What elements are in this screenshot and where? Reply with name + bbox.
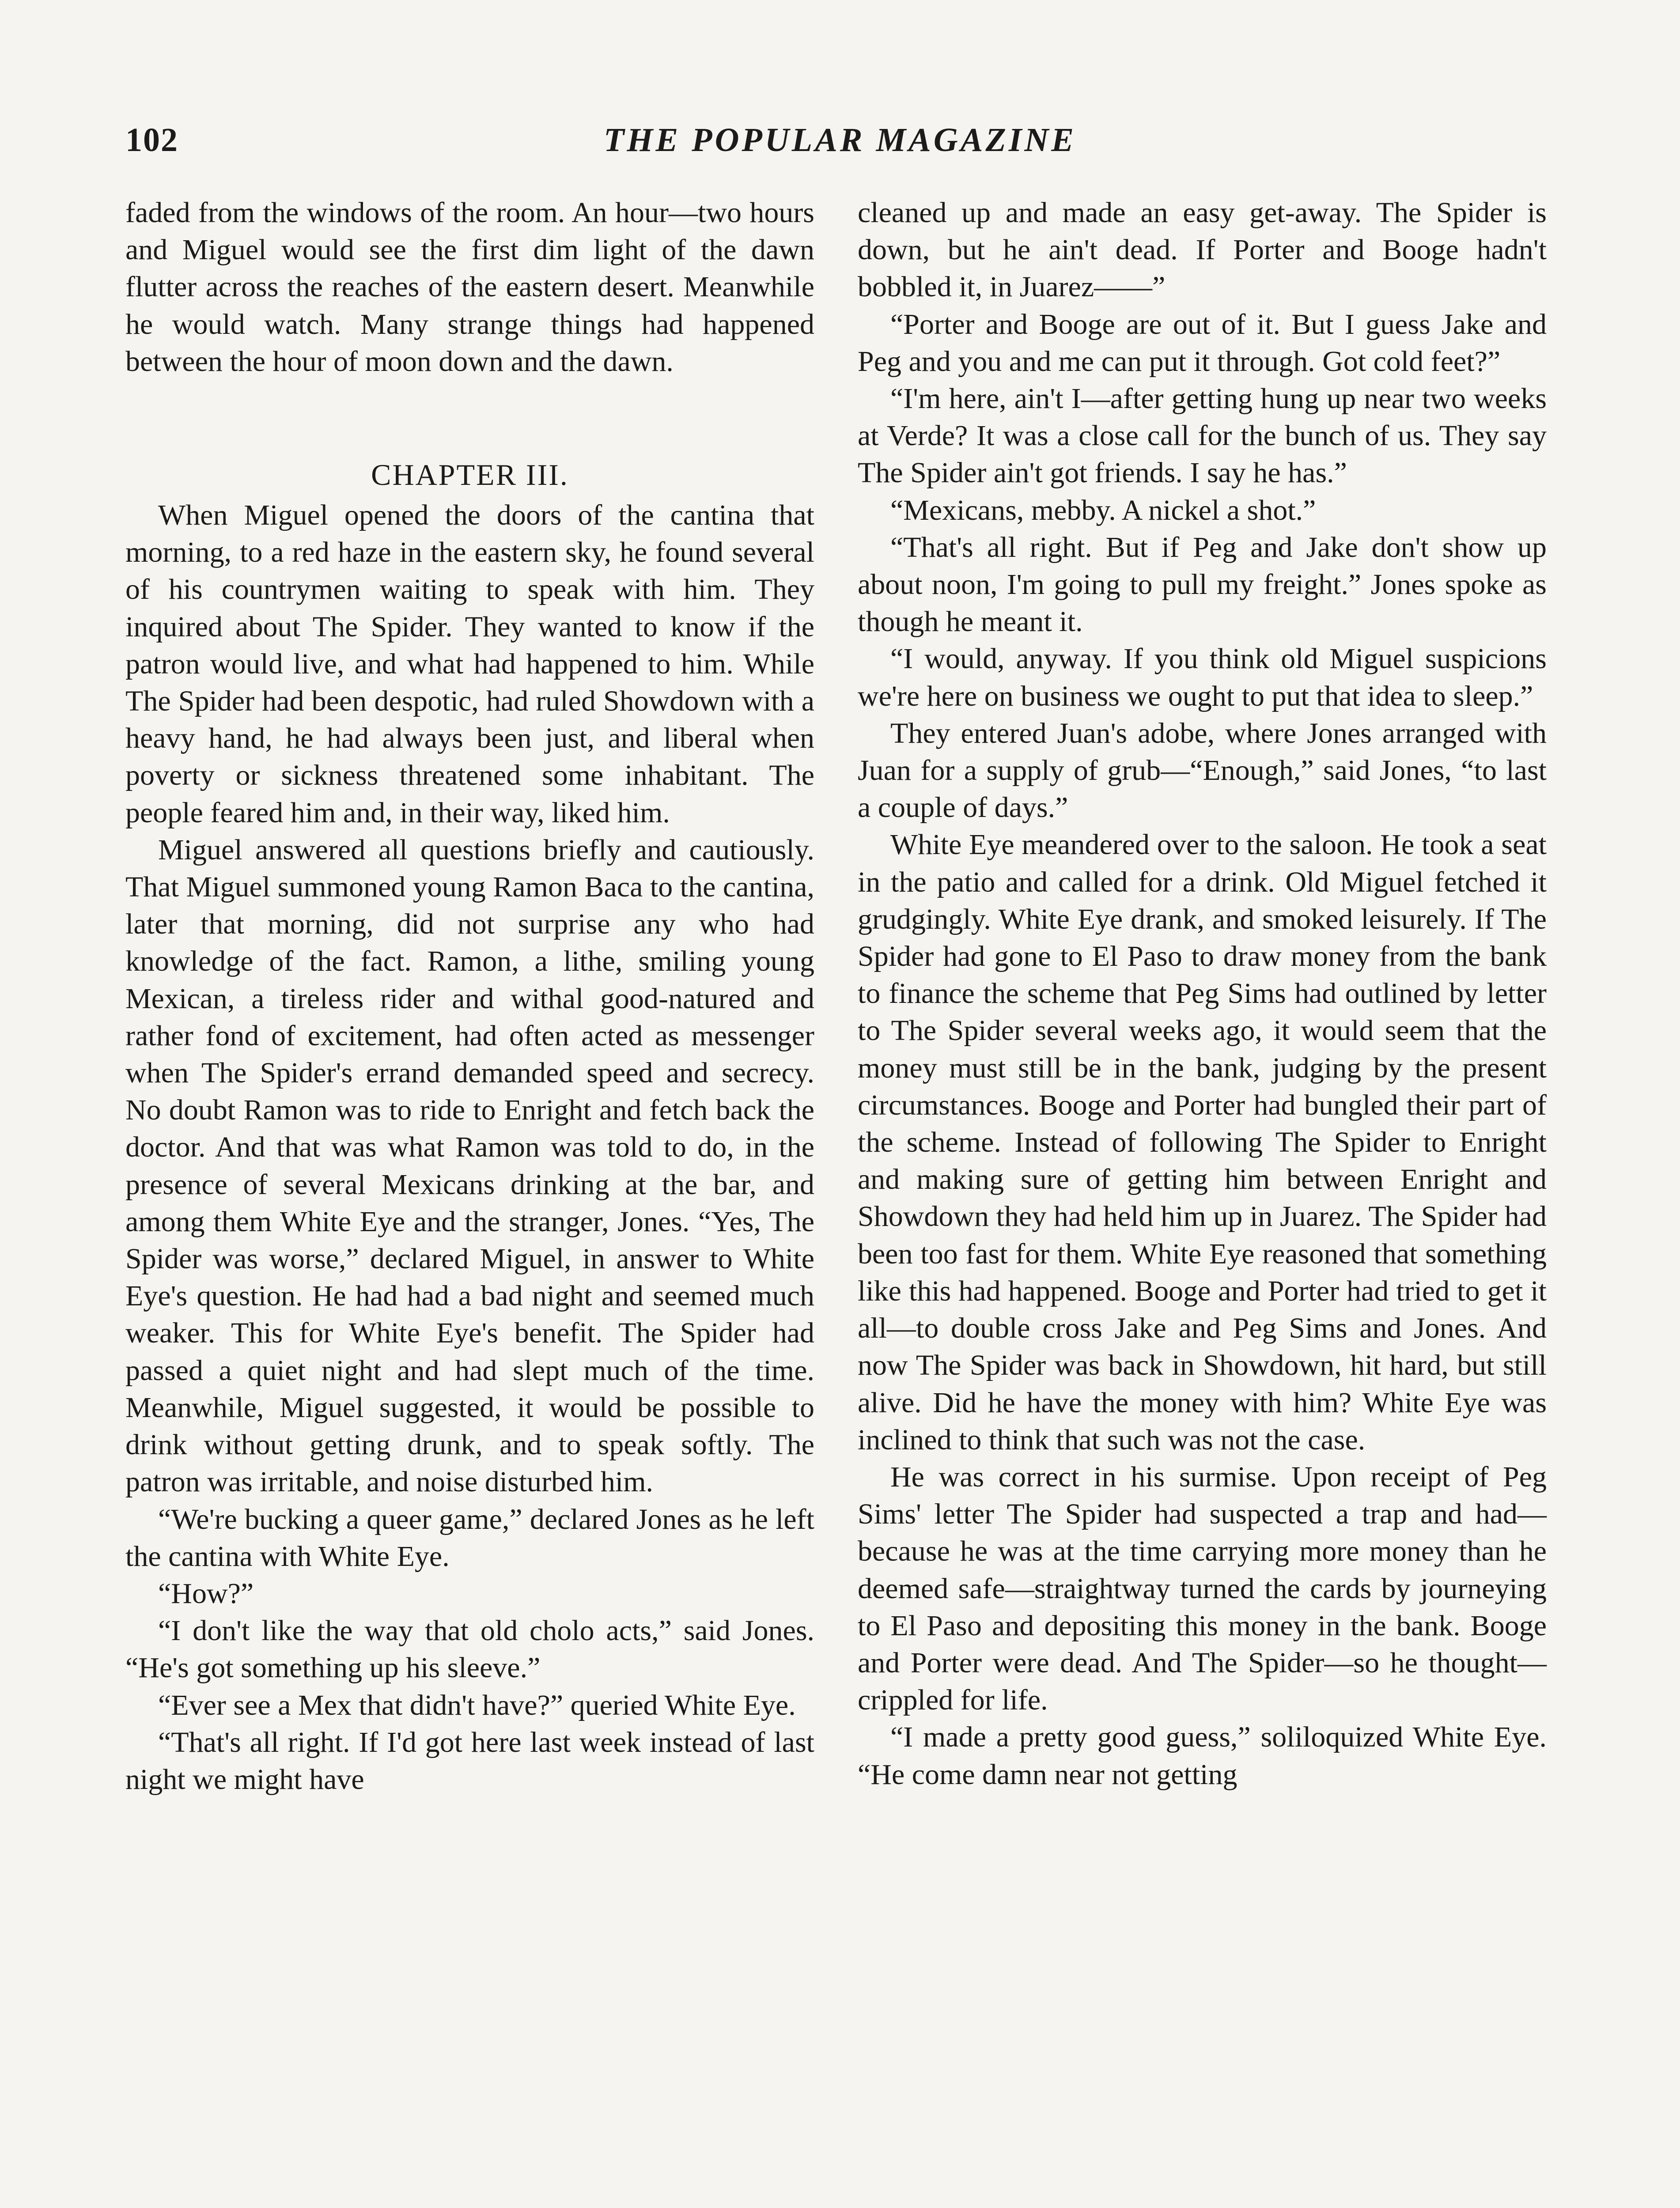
paragraph: “We're bucking a queer game,” declared Jones as he left the cantina with White Eye. (125, 1503, 814, 1573)
paragraph: They entered Juan's adobe, where Jones arranged with Juan for a supply of grub—“Enough,” said Jones, “to last a couple of days.” (858, 717, 1547, 824)
paragraph: Miguel answered all questions briefly and cautiously. That Miguel summoned young Ramon Baca to the cantina, later that morning, did not surprise any who had knowledge of the fact. Ramon, a lithe, smiling young Mexican, a tireless rider and withal good-natured and rather fond of excitement, had often acted as messenger when The Spider's errand demanded speed and secrecy. No doubt Ramon was to ride to Enright and fetch back the doctor. And that was what Ramon was told to do, in the presence of several Mexicans drinking at the bar, and among them White Eye and the stranger, Jones. “Yes, The Spider was worse,” declared Miguel, in answer to White Eye's question. He had had a bad night and seemed much weaker. This for White Eye's benefit. The Spider had passed a quiet night and had slept much of the time. Meanwhile, Miguel suggested, it would be possible to drink without getting drunk, and to speak softly. The patron was irritable, and noise disturbed him. (125, 833, 814, 1498)
paragraph: “I'm here, ain't I—after getting hung up near two weeks at Verde? It was a close call for the bunch of us. They say The Spider ain't got friends. I say he has.” (858, 382, 1547, 489)
paragraph: cleaned up and made an easy get-away. The Spider is down, but he ain't dead. If Porter and Booge hadn't bobbled it, in Juarez——” (858, 197, 1547, 303)
chapter-heading: CHAPTER III. (371, 458, 569, 492)
paragraph: When Miguel opened the doors of the cantina that morning, to a red haze in the eastern sky, he found several of his countrymen waiting to speak with him. They inquired about The Spider. They wanted to know if the patron would live, and what had happened to him. While The Spider had been despotic, had ruled Showdown with a heavy hand, he had always been just, and liberal when poverty or sickness threatened some inhabitant. The people feared him and, in their way, liked him. (125, 499, 814, 829)
paragraph: “I made a pretty good guess,” soliloquized White Eye. “He come damn near not getting (858, 1721, 1547, 1791)
paragraph: “That's all right. But if Peg and Jake don't show up about noon, I'm going to pull my freight.” Jones spoke as though he meant it. (858, 531, 1547, 638)
running-head-title: THE POPULAR MAGAZINE (603, 121, 1077, 159)
page-number: 102 (125, 121, 178, 159)
paragraph: “That's all right. If I'd got here last week instead of last night we might have (125, 1726, 814, 1796)
paragraph: “Ever see a Mex that didn't have?” queried White Eye. (158, 1689, 796, 1721)
page-header (125, 116, 1555, 164)
paragraph: faded from the windows of the room. An hour—two hours and Miguel would see the first dim light of the dawn flutter across the reaches of the eastern desert. Meanwhile he would watch. Many strange things had happened between the hour of moon down and the dawn. (125, 197, 814, 378)
paragraph: “Mexicans, mebby. A nickel a shot.” (890, 494, 1316, 526)
left-column (125, 194, 814, 1798)
paragraph: White Eye meandered over to the saloon. He took a seat in the patio and called for a drink. Old Miguel fetched it grudgingly. White Eye drank, and smoked leisurely. If The Spider had gone to El Paso to draw money from the bank to finance the scheme that Peg Sims had outlined by letter to The Spider several weeks ago, it would seem that the money must still be in the bank, judging by the present circumstances. Booge and Porter had bungled their part of the scheme. Instead of following The Spider to Enright and making sure of getting him between Enright and Showdown they had held him up in Juarez. The Spider had been too fast for them. White Eye reasoned that something like this had happened. Booge and Porter had tried to get it all—to double cross Jake and Peg Sims and Jones. And now The Spider was back in Showdown, hit hard, but still alive. Did he have the money with him? White Eye was inclined to think that such was not the case. (858, 828, 1547, 1456)
right-column (858, 194, 1547, 1793)
paragraph: He was correct in his surmise. Upon receipt of Peg Sims' letter The Spider had suspected a trap and had—because he was at the time carrying more money than he deemed safe—straightway turned the cards by journeying to El Paso and depositing this money in the bank. Booge and Porter were dead. And The Spider—so he thought—crippled for life. (858, 1460, 1547, 1716)
paragraph: “How?” (158, 1577, 254, 1610)
paragraph: “I would, anyway. If you think old Miguel suspicions we're here on business we ought to put that idea to sleep.” (858, 643, 1547, 712)
paragraph: “Porter and Booge are out of it. But I guess Jake and Peg and you and me can put it through. Got cold feet?” (858, 308, 1547, 378)
paragraph: “I don't like the way that old cholo acts,” said Jones. “He's got something up his sleeve.” (125, 1614, 814, 1684)
